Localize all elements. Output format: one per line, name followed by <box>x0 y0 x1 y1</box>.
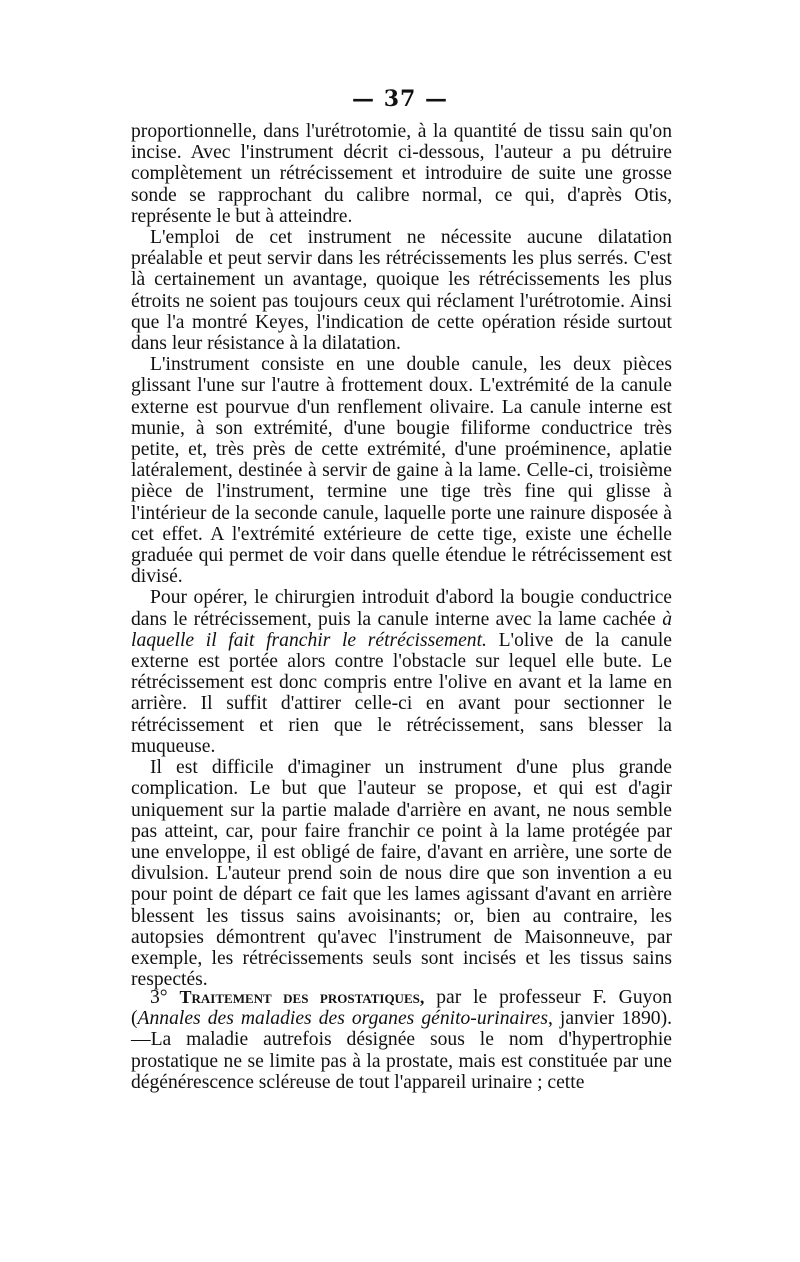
section-author: par le professeur F. Guyon ( <box>131 987 673 1030</box>
paragraph-4-text-start: Pour opérer, le chirurgien introduit d'abord la bougie conductrice dans le rétrécissement, puis la canule interne avec la lame cachée <box>131 587 672 630</box>
main-text <box>131 121 672 990</box>
section-journal: Annales des maladies des organes génito-urinaires <box>137 1008 548 1030</box>
section-text <box>131 987 672 1093</box>
section-date: , janvier 1890). <box>547 1008 672 1030</box>
page-number: — 37 — <box>352 86 448 112</box>
section-heading: Traitement des prostatiques, <box>179 987 425 1007</box>
section-body: —La maladie autrefois désignée sous le nom d'hypertrophie prostatique ne se limite pas à la prostate, mais est constituée par une dégénérescence scléreuse de tout l'appareil urinaire ; cette <box>131 1029 672 1093</box>
paragraph-5: Il est difficile d'imaginer un instrument d'une plus grande complication. Le but que l'auteur se propose, et qui est d'agir uniquement sur la partie malade d'arrière en avant, ne nous semble pas atteint, car, pour faire franchir ce point à la lame protégée par une enveloppe, il est obligé de faire, d'avant en arrière, une sorte de divulsion. L'auteur prend soin de nous dire que son invention a eu pour point de départ ce fait que les lames agissant d'avant en arrière blessent les tissus sains avoisinants; or, bien au contraire, les autopsies démontrent qu'avec l'instrument de Maisonneuve, par exemple, les rétrécissements seuls sont incisés et les tissus sains respectés. <box>131 757 672 991</box>
paragraph-2: L'emploi de cet instrument ne nécessite aucune dilatation préalable et peut servir dans les rétrécissements les plus serrés. C'est là certainement un avantage, quoique les rétrécissements les plus étroits ne soient pas toujours ceux qui réclament l'urétrotomie. Ainsi que l'a montré Keyes, l'indication de cette opération réside surtout dans leur résistance à la dilatation. <box>131 227 672 355</box>
paragraph-1: proportionnelle, dans l'urétrotomie, à la quantité de tissu sain qu'on incise. Avec l'instrument décrit ci-dessous, l'auteur a pu détruire complètement un rétrécissement et introduire de suite une grosse sonde se rapprochant du calibre normal, ce qui, d'après Otis, représente le but à atteindre. <box>131 121 672 227</box>
paragraph-3: L'instrument consiste en une double canule, les deux pièces glissant l'une sur l'autre à frottement doux. L'extrémité de la canule externe est pourvue d'un renflement olivaire. La canule interne est munie, à son extrémité, d'une bougie filiforme conductrice très petite, et, très près de cette extrémité, d'une proéminence, aplatie latéralement, destinée à servir de gaine à la lame. Celle-ci, troisième pièce de l'instrument, termine une tige très fine qui glisse à l'intérieur de la seconde canule, laquelle porte une rainure disposée à cet effet. A l'extrémité extérieure de cette tige, existe une échelle graduée qui permet de voir dans quelle étendue le rétrécissement est divisé. <box>131 354 672 588</box>
paragraph-4-italic: à laquelle il fait franchir le rétrécissement. <box>131 608 672 651</box>
paragraph-4-text-end: L'olive de la canule externe est portée alors contre l'obstacle sur lequel elle bute. Le rétrécissement est donc compris entre l'olive en avant et la lame en arrière. Il suffit d'attirer celle-ci en avant pour sectionner le rétrécissement et rien que le rétrécissement, sans blesser la muqueuse. <box>131 629 672 757</box>
section-paragraph <box>131 987 672 1093</box>
paragraph-4 <box>131 587 672 757</box>
section-number: 3° <box>150 987 168 1008</box>
